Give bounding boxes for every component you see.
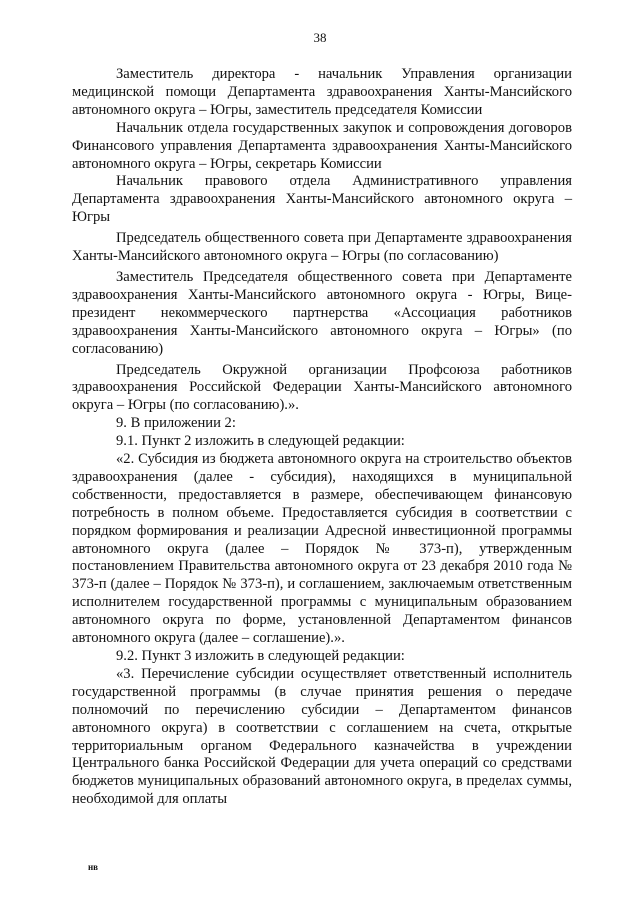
document-body [72,66,572,809]
paragraph-procurement-head: Начальник отдела государственных закупок и сопровождения договоров Финансового управления Департамента здравоохранения Ханты-Мансийского автономного округа – Югры, секретарь Комиссии [72,119,572,172]
footer-mark: нв [88,862,99,872]
paragraph-item-9-2: 9.2. Пункт 3 изложить в следующей редакции: [116,648,405,664]
paragraph-council-chair: Председатель общественного совета при Департаменте здравоохранения Ханты-Мансийского автономного округа – Югры (по согласованию) [72,230,572,265]
paragraph-item-9-1: 9.1. Пункт 2 изложить в следующей редакции: [116,433,405,450]
page-number: 38 [313,30,327,45]
paragraph-union-chair: Председатель Окружной организации Профсоюза работников здравоохранения Российской Федерации Ханты-Мансийского автономного округа – Югры (по согласованию).». [72,361,572,414]
paragraph-deputy-director: Заместитель директора - начальник Управления организации медицинской помощи Департамента здравоохранения Ханты-Мансийского автономного округа – Югры, заместитель председателя Комиссии [72,66,572,118]
paragraph-appendix-2: 9. В приложении 2: [116,415,236,432]
paragraph-clause-3: «3. Перечисление субсидии осуществляет ответственный исполнитель государственной программы (в случае принятия решения о передаче полномочий по перечислению субсидии – Департаментом финансов автономного округа) в соответствии с соглашением на счета, открытые территориальным органом Федерального казначейства в учреждении Центрального банка Российской Федерации для учета операций со средствами бюджетов муниципальных образований автономного округа, в пределах суммы, необходимой для оплаты [72,665,572,808]
paragraph-legal-head: Начальник правового отдела Административного управления Департамента здравоохранения Ханты-Мансийского автономного округа – Югры [72,173,572,226]
paragraph-clause-2: «2. Субсидия из бюджета автономного округа на строительство объектов здравоохранения (далее - субсидия), находящихся в муниципальной собственности, предоставляется в размере, обеспечивающем финансовую потребность в полном объеме. Предоставляется субсидия в соответствии с порядком формирования и реализации Адресной инвестиционной программы автономного округа (далее – Порядок № 373-п), утвержденным постановлением Правительства автономного округа от 23 декабря 2010 года № 373-п (далее – Порядок № 373-п), и соглашением, заключаемым ответственным исполнителем государственной программы с муниципальным образованием автономного округа по форме, установленной Департаментом финансов автономного округа (далее – соглашение).». [72,451,572,647]
paragraph-council-deputy: Заместитель Председателя общественного совета при Департаменте здравоохранения Ханты-Мансийского автономного округа - Югры, Вице-президент некоммерческого партнерства «Ассоциация работников здравоохранения Ханты-Мансийского автономного округа – Югры» (по согласованию) [72,268,572,357]
